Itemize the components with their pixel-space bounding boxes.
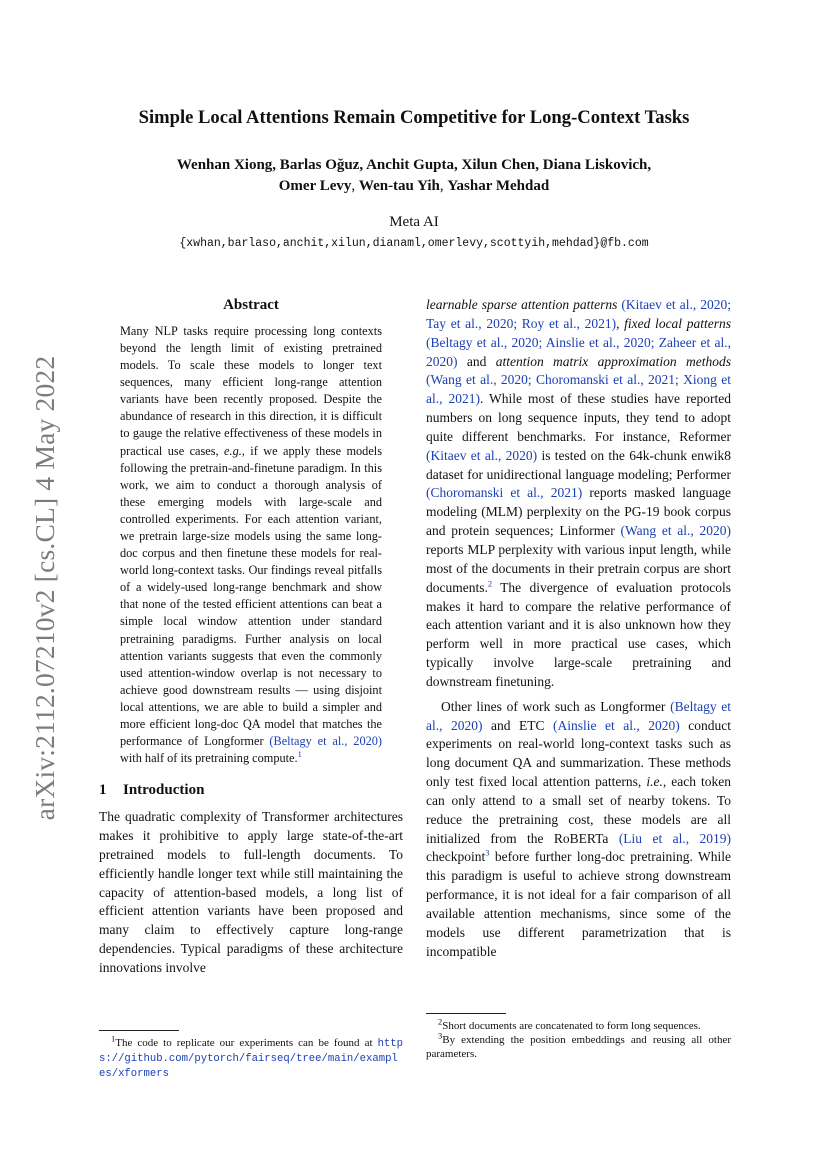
left-column [99, 296, 403, 978]
abstract-text: Many NLP tasks require processing long contexts beyond the length limit of existing pretrained models. To scale these models to longer text sequences, many efficient long-range attention variants have been recently proposed. Despite the abundance of research in this direction, it is difficult to gauge the relative effectiveness of these models in practical use cases, [120, 323, 382, 458]
arxiv-identifier-stamp: arXiv:2112.07210v2 [cs.CL] 4 May 2022 [29, 355, 60, 821]
right-column [426, 296, 731, 962]
footnote-text: The code to replicate our experiments can be found at [115, 1037, 378, 1049]
intro-paragraph: The quadratic complexity of Transformer architectures makes it prohibitive to apply large state-of-the-art pretrained models to full-length documents. To efficiently handle longer text while still maintaining the capacity of attention-based models, a long list of efficient attention variants have been proposed and many claim to effectively capture long-range dependencies. Typical paradigms of these architecture innovations involve [99, 809, 403, 975]
body-text: before further long-doc pretraining. While this paradigm is useful to achieve strong downstream performance, it is not ideal for a fair comparison of all available attention mechanisms, since some of the models use different parametrization that is incompatible [426, 849, 731, 959]
emphasis-text: i.e. [646, 774, 663, 790]
footnote-ref-3[interactable]: 3 [485, 847, 490, 858]
section-title: Introduction [123, 782, 205, 799]
body-text: conduct experiments on real-world long-context tasks such as long document QA and summarization. These methods only test fixed local attention patterns, [426, 717, 731, 790]
author-line-2 [0, 176, 828, 197]
author-yashar-mehdad: Yashar Mehdad [447, 178, 550, 194]
citation-link[interactable]: (Choromanski et al., 2021) [426, 485, 583, 501]
citation-link[interactable]: (Kitaev et al., 2020; Tay et al., 2020; Roy et al., 2021) [426, 297, 731, 331]
body-text: checkpoint [426, 849, 486, 865]
citation-link[interactable]: (Beltagy et al., 2020) [426, 698, 731, 733]
author-separator: , [351, 178, 359, 194]
body-text: and [457, 353, 496, 369]
body-text: Other lines of work such as Longformer [441, 698, 671, 714]
footnote-text: By extending the position embeddings and reusing all other parameters. [426, 1034, 731, 1060]
abstract-text: , if we apply these models following the pretrain-and-finetune paradigm. In this work, we aim to conduct a thorough analysis of these emerging models with large-scale and controlled experiments. For each attention variant, we pretrain large-size models using the same long-doc corpus and then finetune these models for real-world long-context tasks. Our findings reveal pitfalls of a widely-used long-range benchmark and show that none of the tested efficient attentions can beat a simple local window attention under standard pretraining paradigms. Further analysis on local attention variants suggests that even the commonly used attention-window overlap is not necessary to achieve good downstream results — using disjoint local attentions, we are able to build a simpler and more efficient long-doc QA model that matches the performance of Longformer [120, 443, 382, 749]
footnote-mark: 3 [438, 1030, 443, 1041]
citation-link[interactable]: (Liu et al., 2019) [618, 830, 731, 846]
author-omer-levy: Omer Levy [278, 178, 352, 194]
author-list [0, 155, 828, 197]
abstract-body [120, 323, 382, 767]
citation-link[interactable]: (Wang et al., 2020; Choromanski et al., 2021; Xiong et al., 2021) [426, 372, 731, 407]
footnote-mark: 1 [111, 1033, 116, 1044]
citation-link[interactable]: (Kitaev et al., 2020) [426, 447, 538, 463]
abstract-eg: e.g. [224, 443, 242, 458]
footnote-mark: 2 [438, 1016, 443, 1027]
citation-link[interactable]: (Wang et al., 2020) [620, 523, 731, 539]
section-number: 1 [99, 782, 107, 799]
body-text: reports MLP perplexity with various input length, while most of the documents in their pretrain corpus are short documents. [426, 541, 731, 595]
left-footnotes [99, 1030, 403, 1081]
emphasis-text: fixed local patterns [624, 315, 731, 331]
abstract-text: with half of its pretraining compute. [120, 751, 298, 766]
citation-link[interactable]: (Beltagy et al., 2020) [269, 734, 382, 749]
footnote-url-link[interactable]: https://github.com/pytorch/fairseq/tree/main/examples/xformers [99, 1038, 403, 1080]
footnote-3 [426, 1030, 731, 1061]
emphasis-text: learnable sparse attention patterns [426, 297, 618, 312]
citation-link[interactable]: (Ainslie et al., 2020) [553, 717, 680, 733]
body-text: reports masked language modeling (MLM) perplexity on the PG-19 book corpus and protein sequences; Linformer [426, 485, 731, 539]
right-paragraph-2 [426, 698, 731, 962]
emphasis-text: attention matrix approximation methods [495, 353, 731, 369]
author-line-1: Wenhan Xiong, Barlas Oğuz, Anchit Gupta, Xilun Chen, Diana Liskovich, [176, 157, 652, 173]
right-footnotes [426, 1013, 731, 1061]
footnote-text: Short documents are concatenated to form long sequences. [442, 1020, 701, 1032]
body-text: and ETC [482, 717, 553, 733]
footnote-ref-1[interactable]: 1 [297, 749, 302, 760]
footnote-rule [99, 1030, 179, 1031]
body-text: The divergence of evaluation protocols makes it hard to compare the relative performance of each attention variant and it is also unknown how they perform well in more practical use cases, which typically involve large-scale pretraining and downstream finetuning. [426, 579, 731, 689]
footnote-1 [99, 1033, 403, 1081]
section-heading-introduction [99, 781, 403, 800]
citation-link[interactable]: (Beltagy et al., 2020; Ainslie et al., 2020; Zaheer et al., 2020) [426, 334, 731, 369]
author-emails: {xwhan,barlaso,anchit,xilun,dianaml,omerlevy,scottyih,mehdad}@fb.com [179, 237, 649, 250]
author-wen-tau-yih: Wen-tau Yih [358, 178, 440, 194]
author-separator: , [439, 178, 448, 194]
paper-title: Simple Local Attentions Remain Competitive for Long-Context Tasks [138, 107, 690, 128]
body-text: , each token can only attend to a small set of nearby tokens. To reduce the pretraining cost, these models are all initialized from the RoBERTa [426, 774, 732, 846]
affiliation: Meta AI [389, 214, 439, 230]
right-paragraph-1: learnable sparse attention patterns (Kitaev et al., 2020; Tay et al., 2020; Roy et al., 2021), fixed local patterns (Beltagy et al., 2020; Ainslie et al., 2020; Zaheer et al., 2020) and attention matrix approximation methods (Wang et al., 2020; Choromanski et al., 2021; Xiong et al., 2021). While most of these studies have reported numbers on long sequence inputs, they tend to adopt quite different benchmarks. For instance, Reformer (Kitaev et al., 2020) is tested on the 64k-chunk enwik8 dataset for unidirectional language modeling; Performer (Choromanski et al., 2021) reports masked language modeling (MLM) perplexity on the PG-19 book corpus and protein sequences; Linformer (Wang et al., 2020) reports MLP perplexity with various input length, while most of the documents in their pretrain corpus are short documents.$^2$ The divergence of evaluation protocols makes it hard to compare the relative performance of each attention variant and it is also unknown how they perform well in more practical use cases, which typically involve large-scale pretraining and downstream finetuning. [426, 297, 731, 689]
footnote-ref-2[interactable]: 2 [487, 578, 493, 589]
footnote-rule [426, 1013, 506, 1014]
body-text: is tested on the 64k-chunk enwik8 dataset for unidirectional language modeling; Performer [426, 447, 731, 482]
abstract-heading: Abstract [223, 297, 279, 313]
body-text: . While most of these studies have reported numbers on long sequence inputs, they tend to adopt quite different benchmarks. For instance, Reformer [426, 391, 731, 444]
footnote-2 [426, 1016, 731, 1033]
